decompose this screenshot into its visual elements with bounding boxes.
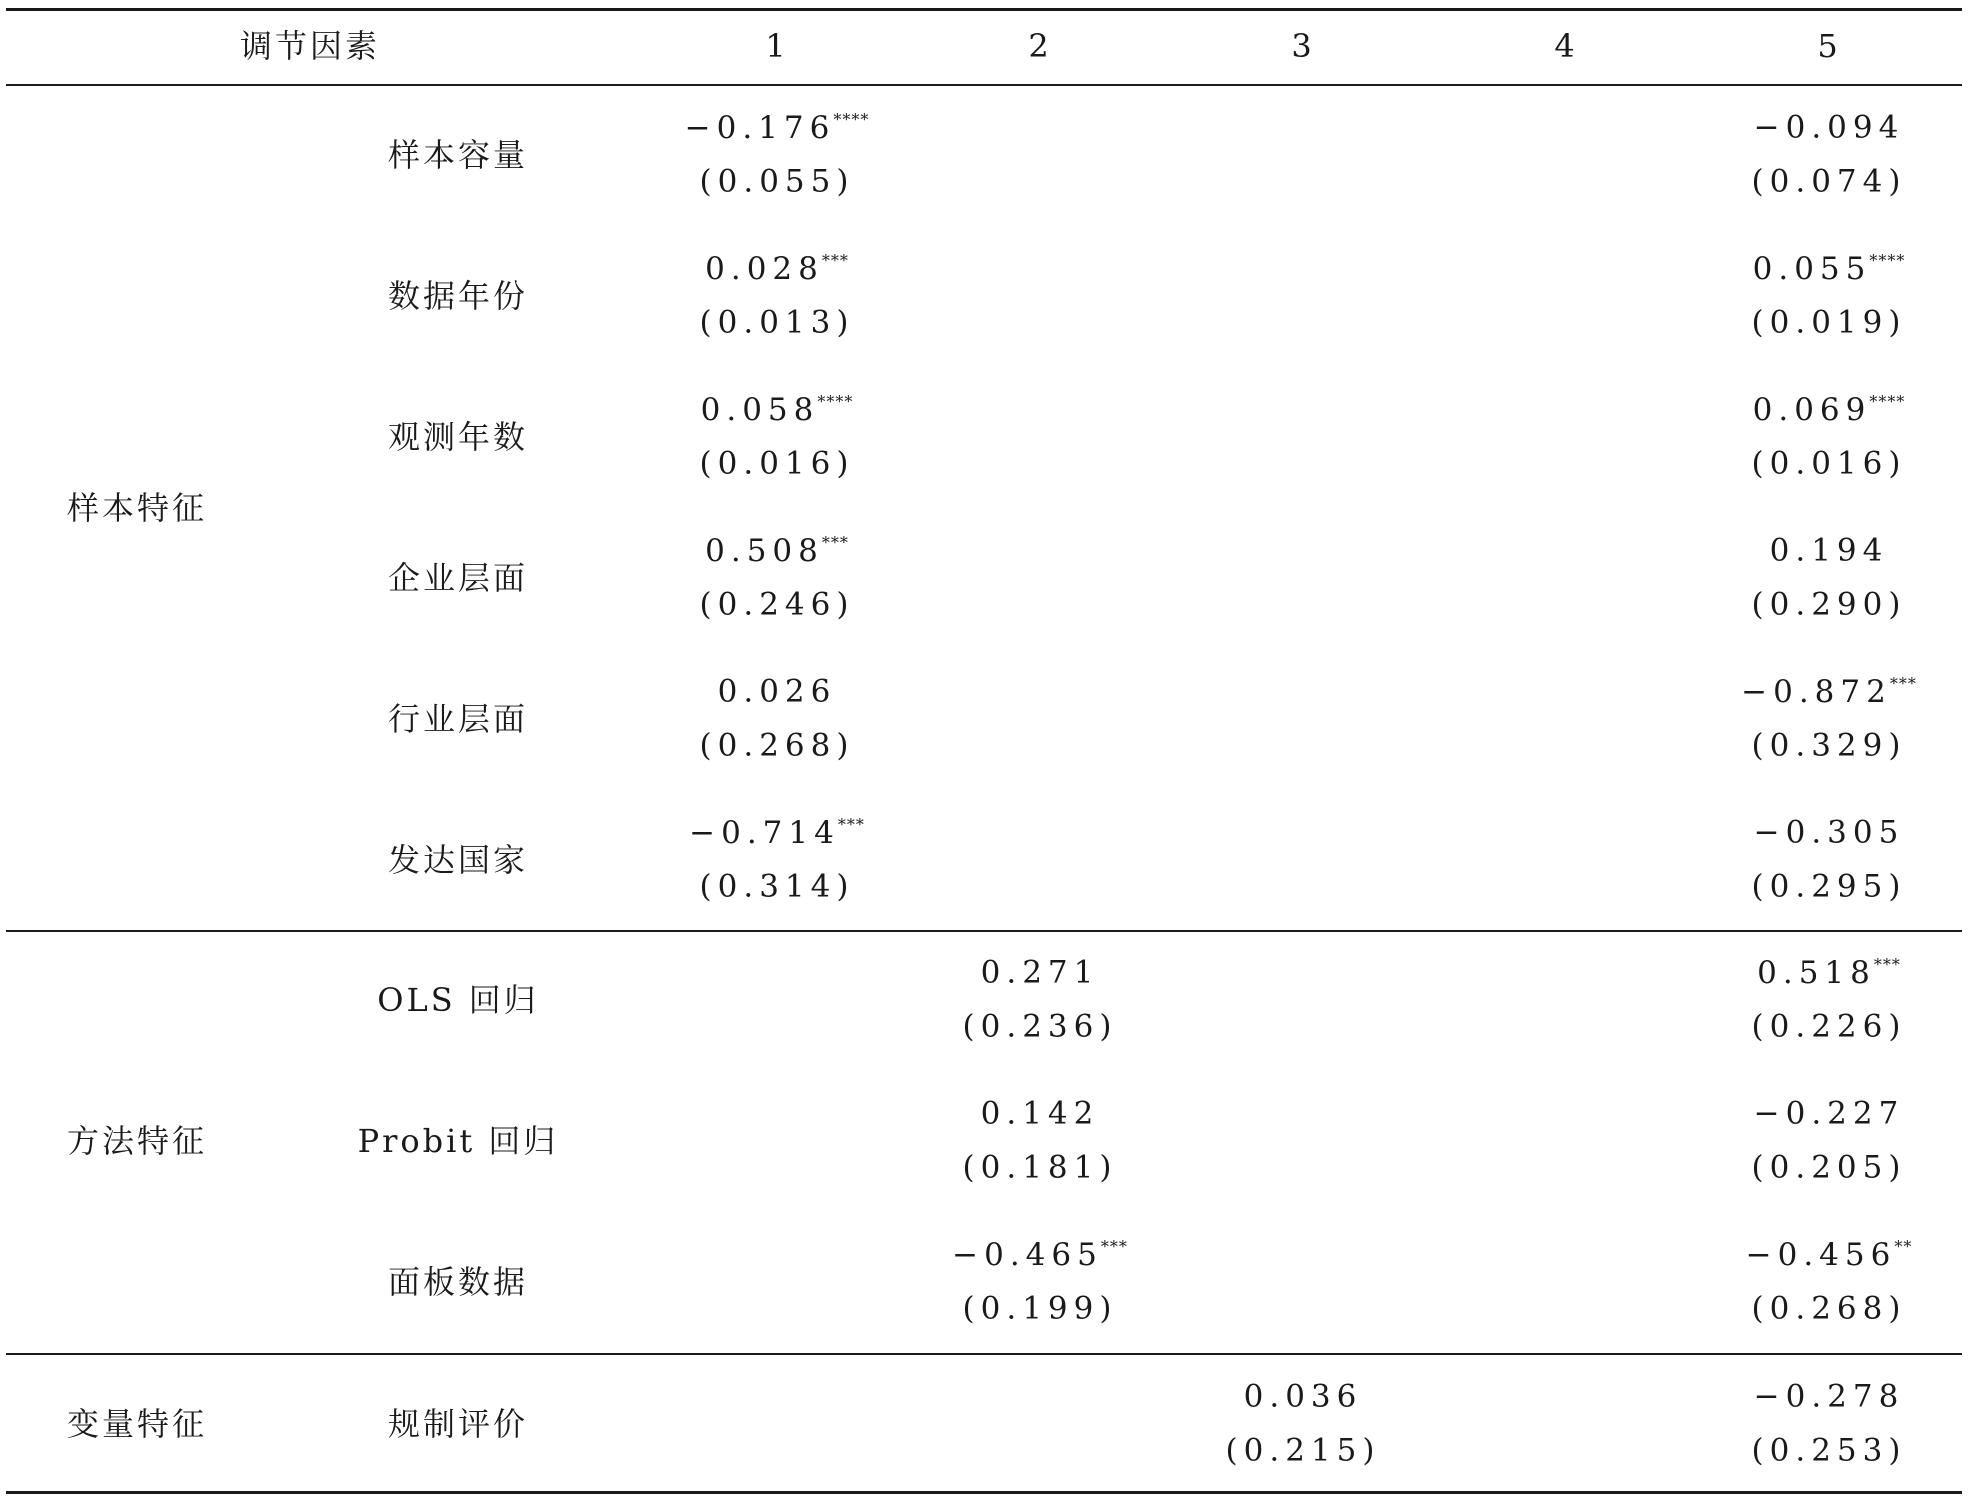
- estimate-value: 0.058: [700, 392, 820, 428]
- significance-stars: ****: [833, 110, 870, 129]
- row-label: Probit 回归: [357, 1122, 559, 1160]
- significance-stars: ****: [817, 392, 854, 411]
- row-label: 发达国家: [387, 841, 529, 879]
- coefficient-estimate: [1753, 253, 1906, 285]
- estimate-value: 0.036: [1243, 1378, 1363, 1415]
- estimate-value: −0.227: [1753, 1095, 1905, 1132]
- standard-error: (0.329): [1751, 727, 1907, 764]
- coefficient-estimate: [705, 253, 849, 285]
- standard-error: (0.013): [699, 304, 855, 341]
- coefficient-estimate: [980, 954, 1100, 991]
- coefficient-estimate: [1753, 1378, 1905, 1415]
- significance-stars: ***: [1889, 674, 1917, 693]
- header-rule: [6, 84, 1962, 86]
- standard-error: (0.236): [962, 1008, 1118, 1045]
- estimate-value: 0.194: [1769, 532, 1889, 569]
- coefficient-estimate: [1746, 1239, 1913, 1271]
- coefficient-estimate: [705, 535, 849, 567]
- estimate-value: −0.465: [952, 1237, 1103, 1273]
- coefficient-estimate: [1243, 1378, 1363, 1415]
- row-label: 行业层面: [387, 700, 529, 738]
- row-label: 规制评价: [387, 1405, 529, 1443]
- header-model-2: 2: [1028, 27, 1052, 65]
- estimate-value: 0.142: [980, 1095, 1100, 1132]
- coefficient-estimate: [1753, 814, 1905, 851]
- estimate-value: 0.271: [980, 954, 1100, 991]
- standard-error: (0.016): [1751, 445, 1907, 482]
- standard-error: (0.226): [1751, 1008, 1907, 1045]
- significance-stars: ****: [1869, 392, 1906, 411]
- coefficient-estimate: [1753, 1095, 1905, 1132]
- standard-error: (0.074): [1751, 163, 1907, 200]
- row-label: OLS 回归: [377, 981, 539, 1019]
- row-label: 面板数据: [387, 1263, 529, 1301]
- standard-error: (0.055): [699, 163, 855, 200]
- estimate-value: 0.026: [717, 673, 837, 710]
- bottom-rule: [6, 1491, 1962, 1494]
- row-label: 企业层面: [387, 559, 529, 597]
- coefficient-estimate: [980, 1095, 1100, 1132]
- header-factor: 调节因素: [239, 27, 381, 65]
- significance-stars: ***: [1873, 955, 1901, 974]
- header-model-3: 3: [1291, 27, 1315, 65]
- row-label: 观测年数: [387, 418, 529, 456]
- coefficient-estimate: [1757, 957, 1901, 989]
- group-divider-2: [6, 1353, 1962, 1355]
- significance-stars: ***: [1100, 1237, 1128, 1256]
- coefficient-estimate: [1753, 109, 1905, 146]
- standard-error: (0.290): [1751, 586, 1907, 623]
- significance-stars: ***: [821, 251, 849, 270]
- group-label: 样本特征: [66, 488, 208, 527]
- standard-error: (0.295): [1751, 868, 1907, 905]
- standard-error: (0.019): [1751, 304, 1907, 341]
- coefficient-estimate: [1753, 394, 1906, 426]
- standard-error: (0.314): [699, 868, 855, 905]
- group-label: 变量特征: [66, 1405, 208, 1443]
- significance-stars: **: [1894, 1237, 1913, 1256]
- estimate-value: 0.518: [1757, 955, 1876, 991]
- significance-stars: ****: [1869, 251, 1906, 270]
- standard-error: (0.181): [962, 1149, 1118, 1186]
- header-model-5: 5: [1817, 27, 1841, 65]
- estimate-value: −0.456: [1745, 1237, 1897, 1273]
- standard-error: (0.205): [1751, 1149, 1907, 1186]
- standard-error: (0.268): [699, 727, 855, 764]
- coefficient-estimate: [952, 1239, 1128, 1271]
- standard-error: (0.199): [962, 1290, 1118, 1327]
- significance-stars: ***: [837, 815, 865, 834]
- estimate-value: 0.508: [705, 533, 824, 569]
- row-label: 数据年份: [387, 277, 529, 315]
- group-label: 方法特征: [66, 1122, 208, 1160]
- estimate-value: −0.176: [684, 110, 836, 146]
- coefficient-estimate: [701, 394, 854, 426]
- significance-stars: ***: [821, 533, 849, 552]
- header-model-4: 4: [1554, 27, 1578, 65]
- estimate-value: 0.069: [1752, 392, 1872, 428]
- header-model-1: 1: [765, 27, 789, 65]
- estimate-value: −0.094: [1753, 109, 1905, 146]
- standard-error: (0.016): [699, 445, 855, 482]
- coefficient-estimate: [689, 817, 865, 849]
- coefficient-estimate: [1769, 532, 1889, 569]
- coefficient-estimate: [1741, 676, 1917, 708]
- row-label: 样本容量: [387, 136, 529, 174]
- estimate-value: −0.305: [1753, 814, 1905, 851]
- standard-error: (0.215): [1225, 1432, 1381, 1469]
- estimate-value: −0.278: [1753, 1378, 1905, 1415]
- top-rule: [6, 8, 1962, 11]
- estimate-value: −0.872: [1741, 674, 1892, 710]
- group-divider-1: [6, 930, 1962, 932]
- estimate-value: −0.714: [689, 815, 840, 851]
- coefficient-estimate: [717, 673, 837, 710]
- standard-error: (0.268): [1751, 1290, 1907, 1327]
- standard-error: (0.246): [699, 586, 855, 623]
- coefficient-estimate: [685, 112, 870, 144]
- estimate-value: 0.055: [1752, 251, 1872, 287]
- standard-error: (0.253): [1751, 1432, 1907, 1469]
- estimate-value: 0.028: [705, 251, 824, 287]
